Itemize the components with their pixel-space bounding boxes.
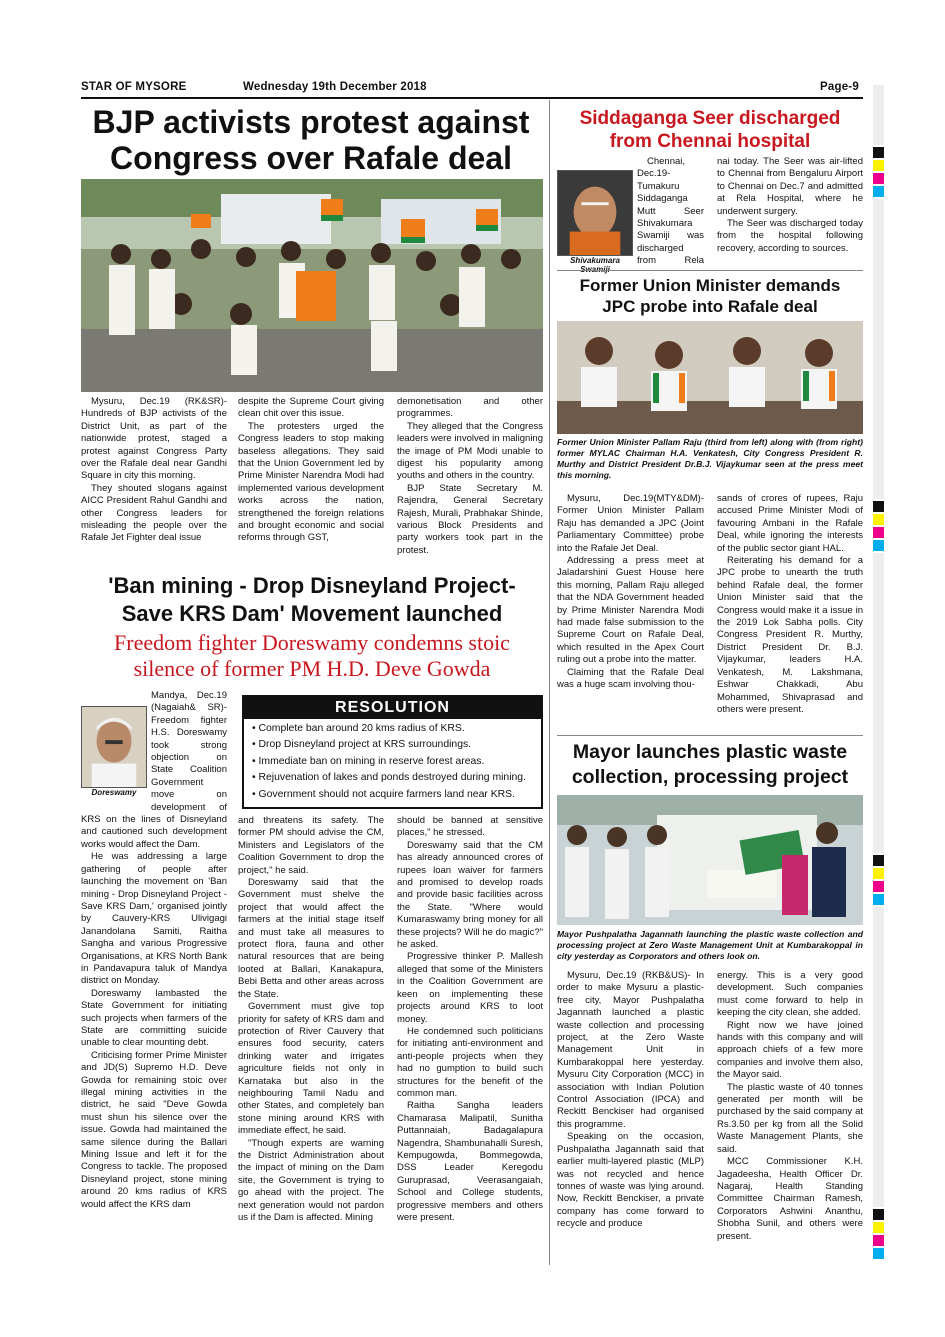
seer-headline-line2: from Chennai hospital — [609, 131, 811, 152]
mayor-headline-line1: Mayor launches plastic waste — [572, 741, 848, 763]
resolution-item: • Drop Disneyland project at KRS surroundings. — [252, 739, 472, 751]
bjp-para: They alleged that the Congress leaders were involved in maligning the image of PM Modi unable to digest his popularity among youths and others in the country. — [397, 420, 543, 482]
krs-para: Doreswamy said that the Government must shelve the project that would affect the farmers at the initial stage itself and must take all measures to protect flora, fauna and other natural resources that are being looted at Ballari, Kanakapura, Bebi Betta and other areas across the State. — [238, 877, 384, 1000]
mayor-headline — [557, 740, 863, 790]
resolution-box — [242, 695, 543, 809]
color-mark — [873, 1209, 884, 1220]
color-mark — [873, 540, 884, 551]
masthead-date: Wednesday 19th December 2018 — [243, 81, 427, 93]
color-mark — [873, 881, 884, 892]
color-mark — [873, 160, 884, 171]
section-divider — [557, 735, 863, 736]
color-mark — [873, 907, 884, 1207]
krs-para: He was addressing a large gathering of people after launching the movement on 'Ban mining - Drop Disneyland Project - Save KRS Dam,' organised jointly by Cauvery-KRS Ulivigagi Janandolana Samiti, Raitha Sangha and various Progressive Organisations, at KRS North Bank in Pandavapura taluk of Mandya district on Monday. — [81, 851, 227, 987]
krs-para: Doreswamy said that the CM has already announced crores of rupees loan waiver for farmers and promised to develop roads and provide basic facilities across the State. "Where would Kumaraswamy bring money for all these projects? Will he do magic?" he asked. — [397, 839, 543, 951]
color-mark — [873, 553, 884, 853]
print-color-marks — [873, 85, 884, 1261]
press-meet-caption: Former Union Minister Pallam Raju (third from left) along with (from right) former MYLAC Chairman H.A. Venkatesh, City Congress President R. Murthy and District President Dr.B.J. Vijaykumar seen at the press meet this morning. — [557, 437, 863, 480]
color-mark — [873, 85, 884, 145]
resolution-item: • Immediate ban on mining in reserve forest areas. — [252, 755, 485, 767]
krs-subheadline — [81, 630, 543, 682]
jpc-para: Addressing a press meet at Jaladarshini Guest House here this morning, Pallam Raju alleged that the NDA Government headed by Prime Minister Narendra Modi had made false submission to the Supreme Court on Rafale Deal, which resulted in the Apex Court ruling out a probe into the matter. — [557, 555, 704, 666]
krs-headline-line2: Save KRS Dam' Movement launched — [121, 601, 503, 626]
krs-para: Mandya, Dec.19 (Nagaiah& SR)- Freedom fighter H.S. Doreswamy took strong objection on State Coalition Government move on development of KRS on the lines of Disneyland and cautioned such development works would affect the Dam. — [81, 690, 227, 850]
seer-para: The Seer was discharged today from the hospital following recovery, according to sources. — [717, 218, 863, 254]
color-mark — [873, 514, 884, 525]
resolution-item: • Complete ban around 20 kms radius of KRS. — [252, 723, 465, 734]
column-divider — [549, 100, 550, 1265]
jpc-headline-line2: JPC probe into Rafale deal — [602, 297, 818, 316]
krs-subheadline-line2: silence of former PM H.D. Deve Gowda — [133, 656, 491, 681]
bjp-article-col2 — [238, 396, 384, 576]
portrait-spacer — [81, 690, 151, 802]
mayor-article-col2 — [717, 970, 863, 1265]
seer-headline-line1: Siddaganga Seer discharged — [579, 108, 841, 129]
jpc-headline — [557, 275, 863, 317]
page-number: Page-9 — [820, 81, 859, 93]
section-divider — [557, 270, 863, 271]
portrait-spacer — [557, 156, 637, 260]
bjp-headline-line1: BJP activists protest against — [92, 104, 530, 140]
color-mark — [873, 199, 884, 499]
doreswamy-caption: Doreswamy — [91, 788, 137, 797]
color-mark — [873, 855, 884, 866]
krs-article-col3 — [397, 815, 543, 1265]
krs-para: Criticising former Prime Minister and JD(S) Supremo H.D. Deve Gowda for remaining stoic over illegal mining activities in the district, he said "Deve Gowda must shun his silence over the issue. Gowda had maintained the same silence during the Ballari Mining Issue and left it for the Congress to tackle. The proposed Disneyland project, stone mining around 20 kms radius of KRS would affect the KRS dam — [81, 1049, 227, 1210]
mayor-article-col1 — [557, 970, 704, 1265]
jpc-para: sands of crores of rupees, Raju accused Prime Minister Modi of favouring Ambani in the Rafale Deal, while ignoring the interests of the public sector giant HAL. — [717, 493, 863, 554]
krs-para: Doreswamy lambasted the State Government for initiating such projects when farmers of the State are committing suicide unable to clear mounting debt. — [81, 987, 227, 1049]
resolution-item: • Rejuvenation of lakes and ponds destroyed during mining. — [252, 772, 526, 784]
resolution-title: RESOLUTION — [244, 697, 541, 719]
mayor-para: Mysuru, Dec.19 (RKB&US)- In order to make Mysuru a plastic-free city, Mayor Pushpalatha Jagannath launched a plastic waste collection and processing project, at the Zero Waste Management Unit in Kumbarakoppal here yesterday. Mysuru City Corporation (MCC) in association with Indian Polution Control Association (IPCA) and Reckitt Benckiser had organised this programme. — [557, 970, 704, 1130]
color-mark — [873, 868, 884, 879]
seer-para: Chennai, Dec.19- Tumakuru Siddaganga Mutt Seer Shivakumara Swamiji was discharged from Rela — [637, 156, 704, 267]
press-meet-photo — [557, 321, 863, 434]
krs-headline-line1: 'Ban mining - Drop Disneyland Project- — [108, 573, 516, 598]
masthead-paper-name: STAR OF MYSORE — [81, 81, 187, 93]
color-mark — [873, 501, 884, 512]
bjp-headline — [81, 104, 541, 176]
krs-para: He condemned such politicians for initiating anti-environment and anti-people projects when they had no gumption to build such structures for the benefit of the common man. — [397, 1025, 543, 1099]
jpc-para: Reiterating his demand for a JPC probe to unearth the truth behind Rafale deal, the former Union Minister said that the Congress would make it a issue in the 2019 Lok Sabha polls. City Congress President R. Murthy, District President Dr. B.J. Vijaykumar, leaders H.A. Venkatesh, M. Lakshmana, Eshwar Chakkadi, Abu Mohammed, Shivaprasad and others were present. — [717, 555, 863, 715]
resolution-list — [244, 719, 541, 803]
krs-subheadline-line1: Freedom fighter Doreswamy condemns stoic — [114, 630, 510, 655]
mayor-para: Right now we have joined hands with this company and will approach chiefs of a few more companies and involve them also, the Mayor said. — [717, 1019, 863, 1081]
header-rule — [81, 97, 863, 99]
color-mark — [873, 527, 884, 538]
seer-headline — [557, 107, 863, 153]
bjp-article-col1 — [81, 396, 227, 576]
color-mark — [873, 173, 884, 184]
krs-headline — [81, 572, 543, 628]
jpc-para: Claiming that the Rafale Deal was a huge scam involving thou- — [557, 666, 704, 691]
bjp-para: Mysuru, Dec.19 (RK&SR)- Hundreds of BJP activists of the District Unit, as part of the nationwide protest, staged a protest against Congress Party over the Rafale deal near Gandhi Square in city this morning. — [81, 396, 227, 482]
krs-article-col1 — [81, 690, 227, 1265]
bjp-article-col3 — [397, 396, 543, 576]
krs-para: and threatens its safety. The former PM should advise the CM, Ministers and Legislators of the Coalition Government to drop the project," he said. — [238, 815, 384, 876]
krs-para: Government must give top priority for safety of KRS dam and protection of River Cauvery that ensures food security, caters drinking water and irrigates agriculture fields not only in Karnataka but also in the neighbouring Tamil Nadu and other States, and completely ban stone mining around KRS with immediate effect, he said. — [238, 1001, 384, 1137]
resolution-item: • Government should not acquire farmers land near KRS. — [252, 788, 515, 800]
color-mark — [873, 894, 884, 905]
mayor-headline-line2: collection, processing project — [571, 766, 849, 788]
mayor-para: Speaking on the occasion, Pushpalatha Jagannath said that earlier multi-layered plastic (MLP) was not recycled and hence tonnes of waste was lying around. Now, Reckitt Benckiser, a private company has come forward to recycle and produce — [557, 1131, 704, 1230]
bjp-para: The protesters urged the Congress leaders to stop making baseless allegations. They said that the Union Government led by Prime Minister Narendra Modi had implemented various development works across the nation, strengthened the foreign relations and brought economic and social reforms through GST, — [238, 420, 384, 544]
color-mark — [873, 1235, 884, 1246]
color-mark — [873, 1222, 884, 1233]
jpc-para: Mysuru, Dec.19(MTY&DM)- Former Union Minister Pallam Raju has demanded a JPC (Joint Parliamentary Committee) probe into the Rafale Jet Deal. — [557, 493, 704, 554]
krs-para: Raitha Sangha leaders Chamarasa Malipatil, Sunitha Puttannaiah, Badagalapura Nagendra, Shambunahalli Suresh, Kempugowda, Bommegowda, DSS Leader Keregodu Guruprasad, Veerasangaiah, School and College students, progressive members and others were present. — [397, 1100, 543, 1223]
jpc-headline-line1: Former Union Minister demands — [579, 276, 841, 295]
bjp-para: demonetisation and other programmes. — [397, 396, 543, 420]
color-mark — [873, 186, 884, 197]
seer-caption: Shivakumara — [570, 256, 620, 265]
seer-article-col2 — [717, 156, 863, 268]
seer-article-col1 — [557, 156, 704, 268]
krs-para: should be banned at sensitive places," he stressed. — [397, 815, 543, 839]
mayor-para: MCC Commissioner K.H. Jagadeesha, Health Officer Dr. Nagaraj, Health Standing Committee Chairman Ramesh, Corporators Ashwini Ananthu, Shobha Sunil, and others were present. — [717, 1156, 863, 1242]
jpc-article-col2 — [717, 493, 863, 733]
mayor-launch-photo — [557, 795, 863, 925]
mayor-para: The plastic waste of 40 tonnes generated per month will be purchased by the said company at Rs.3.50 per kg from all the Solid Waste Management Plants, she said. — [717, 1081, 863, 1155]
bjp-para: BJP State Secretary M. Rajendra, General Secretary Rajesh, Murali, Prabhakar Shinde, various Block Presidents and party workers took part in the protest. — [397, 482, 543, 556]
bjp-headline-line2: Congress over Rafale deal — [110, 140, 512, 177]
krs-para: Progressive thinker P. Mallesh alleged that some of the Ministers in the Coalition Government are keen on implementing these projects around KRS to loot money. — [397, 951, 543, 1025]
krs-article-col2 — [238, 815, 384, 1265]
bjp-protest-photo — [81, 179, 543, 392]
bjp-para: despite the Supreme Court giving clean chit over this issue. — [238, 396, 384, 420]
color-mark — [873, 1248, 884, 1259]
mayor-para: energy. This is a very good development. Such companies must come forward to help in keeping the city clean, she added. — [717, 970, 863, 1019]
color-mark — [873, 147, 884, 158]
mayor-caption: Mayor Pushpalatha Jagannath launching the plastic waste collection and processing project at Zero Waste Management Unit at Kumbarakoppal in city yesterday as Corporators and others look on. — [557, 929, 863, 961]
seer-para: nai today. The Seer was air-lifted to Chennai from Bengaluru Airport to Chennai on Dec.7 and admitted at Rela Hospital, where he underwent surgery. — [717, 156, 863, 217]
jpc-article-col1 — [557, 493, 704, 733]
bjp-para: They shouted slogans against AICC President Rahul Gandhi and other Congress leaders for misleading the people over the Rafale Jet Fighter deal issue — [81, 482, 227, 544]
krs-para: "Though experts are warning the District Administration about the impact of mining on the Dam site, the Government is trying to go ahead with the project. The next generation would not pardon us if the Dam is affected. Mining — [238, 1137, 384, 1223]
